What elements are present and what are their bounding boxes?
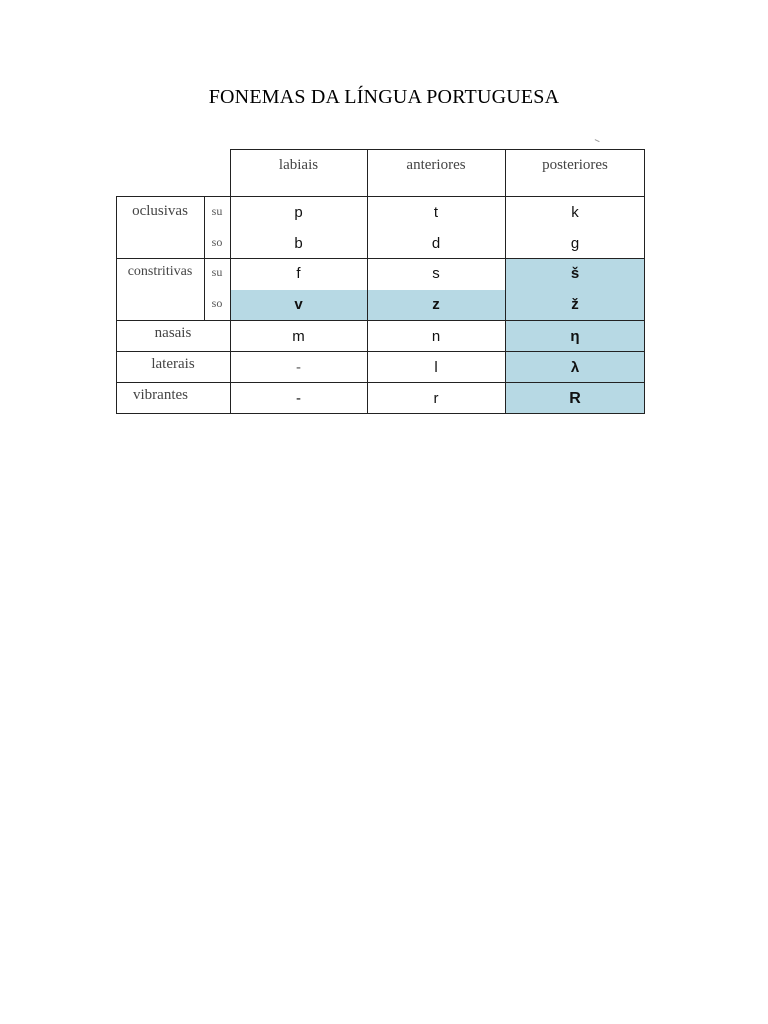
sub-su-oclusivas: su [211, 204, 223, 218]
row-label-oclusivas: oclusivas [132, 203, 188, 219]
phoneme-z-caron: ž [571, 296, 579, 313]
stray-mark [593, 139, 599, 145]
phoneme-v: v [294, 296, 303, 313]
phoneme-p: p [294, 204, 303, 221]
phoneme-vibrant-labial: - [296, 390, 301, 407]
row-label-nasais: nasais [154, 325, 192, 341]
phoneme-d: d [431, 235, 441, 252]
phoneme-z: z [432, 296, 440, 313]
grid-line [116, 196, 645, 197]
grid-line [204, 196, 205, 320]
phoneme-R: R [569, 390, 581, 407]
header-anteriores: anteriores [406, 157, 466, 173]
row-label-constritivas: constritivas [127, 264, 193, 279]
phoneme-r: r [433, 390, 439, 407]
phoneme-s-caron: š [570, 265, 580, 282]
phoneme-g: g [570, 235, 580, 252]
phoneme-lambda: λ [570, 359, 580, 376]
grid-line [116, 196, 117, 414]
phoneme-k: k [571, 204, 579, 221]
grid-line [505, 149, 506, 414]
grid-line [116, 320, 645, 321]
row-label-vibrantes: vibrantes [133, 387, 188, 403]
phoneme-l: l [434, 359, 438, 376]
phoneme-t: t [433, 204, 439, 221]
phoneme-eng: η [570, 328, 580, 345]
sub-so-oclusivas: so [211, 235, 223, 249]
grid-line [116, 382, 645, 383]
phoneme-m: m [292, 328, 305, 345]
phoneme-f: f [296, 265, 301, 282]
grid-line [230, 149, 231, 414]
phoneme-b: b [294, 235, 303, 252]
row-label-laterais: laterais [151, 356, 195, 372]
grid-line [230, 149, 645, 150]
page-title: FONEMAS DA LÍNGUA PORTUGUESA [208, 86, 560, 108]
grid-line [644, 149, 645, 414]
sub-su-constritivas: su [211, 265, 223, 279]
header-labiais: labiais [278, 157, 319, 173]
phoneme-n: n [431, 328, 441, 345]
phoneme-lateral-labial: - [296, 359, 301, 376]
grid-line [116, 413, 645, 414]
phoneme-table [116, 149, 645, 414]
grid-line [116, 351, 645, 352]
header-posteriores: posteriores [542, 157, 608, 173]
sub-so-constritivas: so [211, 296, 223, 310]
phoneme-s: s [432, 265, 440, 282]
grid-line [367, 149, 368, 414]
grid-line [116, 258, 645, 259]
